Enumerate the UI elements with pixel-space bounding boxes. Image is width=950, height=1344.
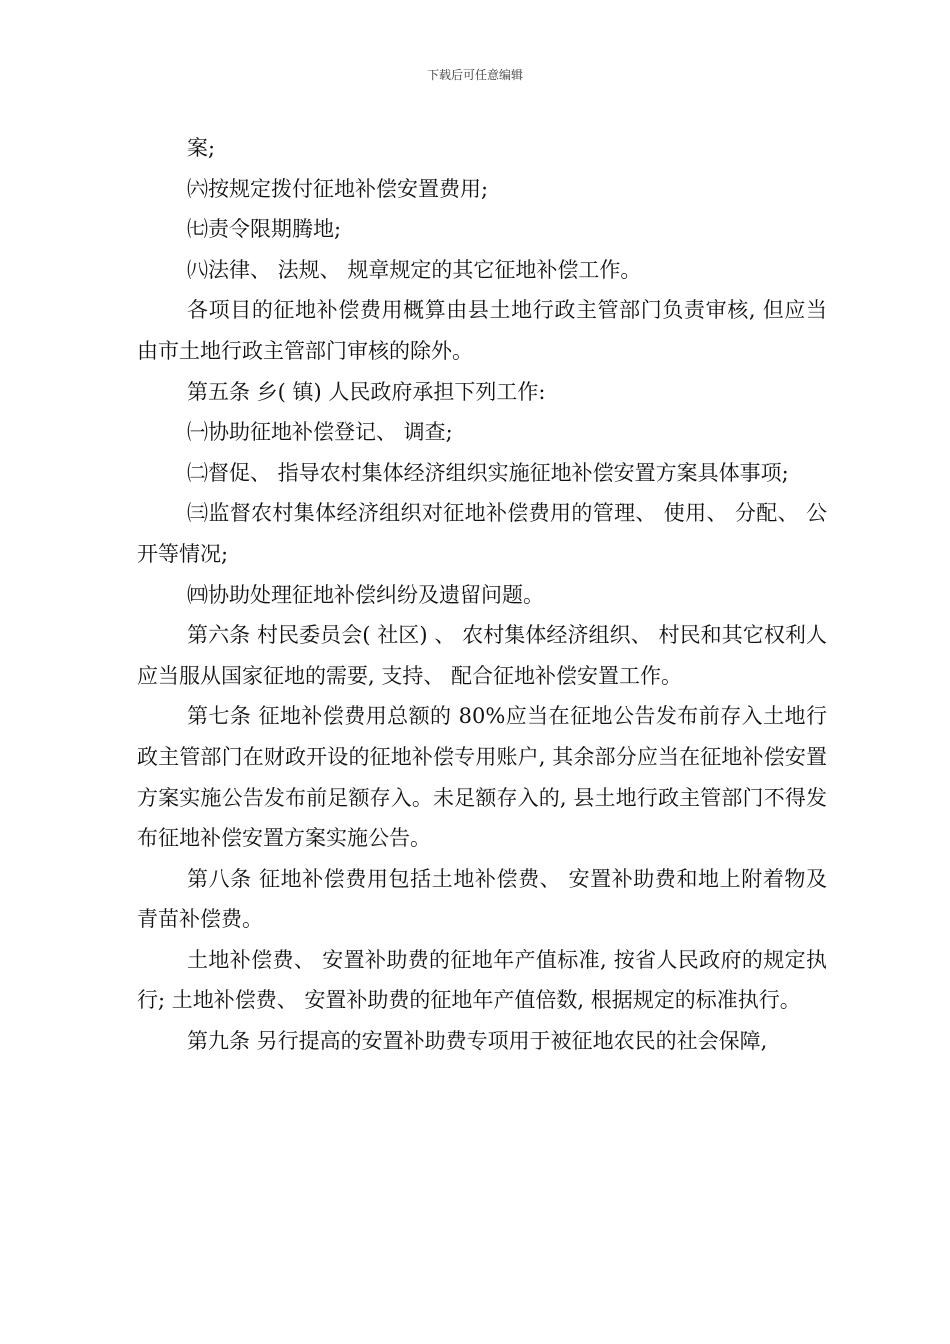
paragraph: 各项目的征地补偿费用概算由县土地行政主管部门负责审核, 但应当由市土地行政主管部门审核的除外。	[137, 298, 827, 363]
paragraph: 第六条 村民委员会( 社区) 、 农村集体经济组织、 村民和其它权利人应当服从国家征地的需要, 支持、 配合征地补偿安置工作。	[137, 623, 827, 688]
paragraph: ㈡督促、 指导农村集体经济组织实施征地补偿安置方案具体事项;	[187, 460, 789, 485]
paragraph: ㈦责令限期腾地;	[187, 217, 342, 242]
paragraph: ㈥按规定拨付征地补偿安置费用;	[187, 176, 489, 201]
paragraph: 第九条 另行提高的安置补助费专项用于被征地农民的社会保障,	[187, 1029, 768, 1054]
page-header: 下载后可任意编辑	[426, 68, 523, 82]
paragraph: 第七条 征地补偿费用总额的 80%应当在征地公告发布前存入土地行政主管部门在财政开设的征地补偿专用账户, 其余部分应当在征地补偿安置方案实施公告发布前足额存入。未足额存入的, 县土地行政主管部门不得发布征地补偿安置方案实施公告。	[137, 704, 827, 851]
paragraph: ㈣协助处理征地补偿纠纷及遗留问题。	[187, 582, 544, 607]
paragraph: 第五条 乡( 镇) 人民政府承担下列工作:	[187, 379, 546, 404]
paragraph: ㈠协助征地补偿登记、 调查;	[187, 420, 453, 445]
paragraph: ㈢监督农村集体经济组织对征地补偿费用的管理、 使用、 分配、 公开等情况;	[137, 501, 827, 566]
paragraph: 第八条 征地补偿费用包括土地补偿费、 安置补助费和地上附着物及青苗补偿费。	[137, 866, 827, 932]
paragraph: ㈧法律、 法规、 规章规定的其它征地补偿工作。	[187, 257, 642, 282]
paragraph: 案;	[187, 136, 216, 160]
paragraph: 土地补偿费、 安置补助费的征地年产值标准, 按省人民政府的规定执行; 土地补偿费、 安置补助费的征地年产值倍数, 根据规定的标准执行。	[137, 947, 827, 1013]
document-body	[137, 128, 827, 1062]
